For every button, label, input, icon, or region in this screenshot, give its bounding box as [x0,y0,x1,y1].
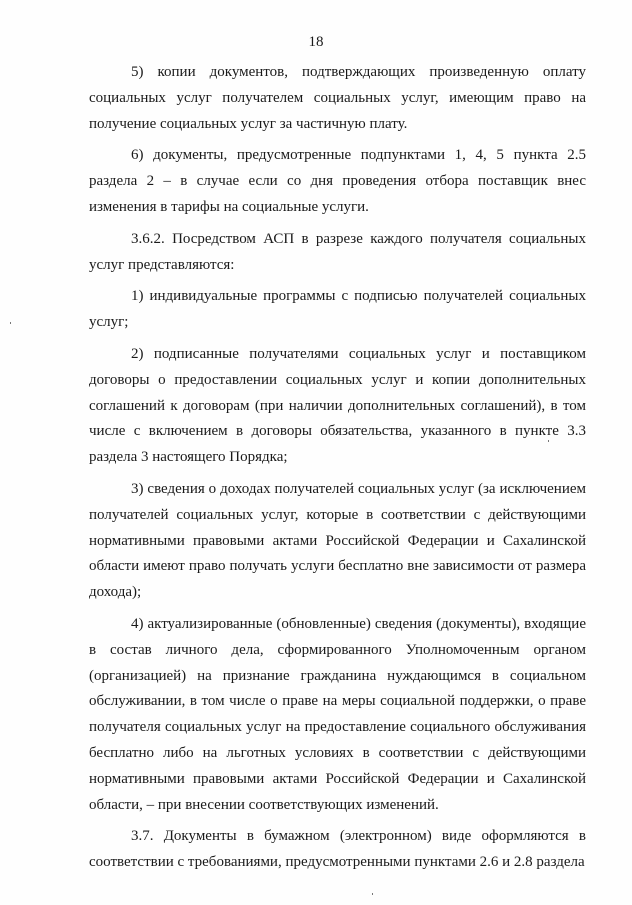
scan-speck [372,893,373,895]
paragraph-item-2-contracts: 2) подписанные получателями социальных услуг и поставщиком договоры о предоставлении социальных услуг и копии дополнительных соглашений к договорам (при наличии дополнительных соглашений), в том числе с включением в договоры обязательства, указанного в пункте 3.3 раздела 3 настоящего Порядка; [89,345,586,466]
paragraph-item-5-payment-copies: 5) копии документов, подтверждающих произведенную оплату социальных услуг получателем социальных услуг, имеющим право на получение социальных услуг за частичную плату. [89,64,586,132]
scan-speck [10,322,11,324]
scan-speck [548,440,549,442]
paragraph-item-1-programs: 1) индивидуальные программы с подписью получателей социальных услуг; [89,288,586,331]
paragraph-item-3-income: 3) сведения о доходах получателей социальных услуг (за исключением получателей социальных услуг, которые в соответствии с действующими нормативными правовыми актами Российской Федерации и Сахалинской области имеют право получать услуги бесплатно вне зависимости от размера дохода); [89,480,586,601]
paragraph-3-7: 3.7. Документы в бумажном (электронном) виде оформляются в соответствии с требованиями, предусмотренными пунктами 2.6 и 2.8 раздела [89,828,586,871]
page-number: 18 [308,34,324,50]
paragraph-3-6-2: 3.6.2. Посредством АСП в разрезе каждого получателя социальных услуг представляются: [89,230,586,273]
document-body [89,60,586,882]
paragraph-item-4-updated-records: 4) актуализированные (обновленные) сведения (документы), входящие в состав личного дела, сформированного Уполномоченным органом (организацией) на признание гражданина нуждающимся в социальном обслуживании, в том числе о праве на меры социальной поддержки, о праве получателя социальных услуг на предоставление социального обслуживания бесплатно либо на льготных условиях в соответствии с действующими нормативными правовыми актами Российской Федерации и Сахалинской области, – при внесении соответствующих изменений. [89,615,586,813]
paragraph-item-6-documents: 6) документы, предусмотренные подпунктами 1, 4, 5 пункта 2.5 раздела 2 – в случае если со дня проведения отбора поставщик внес изменения в тарифы на социальные услуги. [89,147,586,215]
